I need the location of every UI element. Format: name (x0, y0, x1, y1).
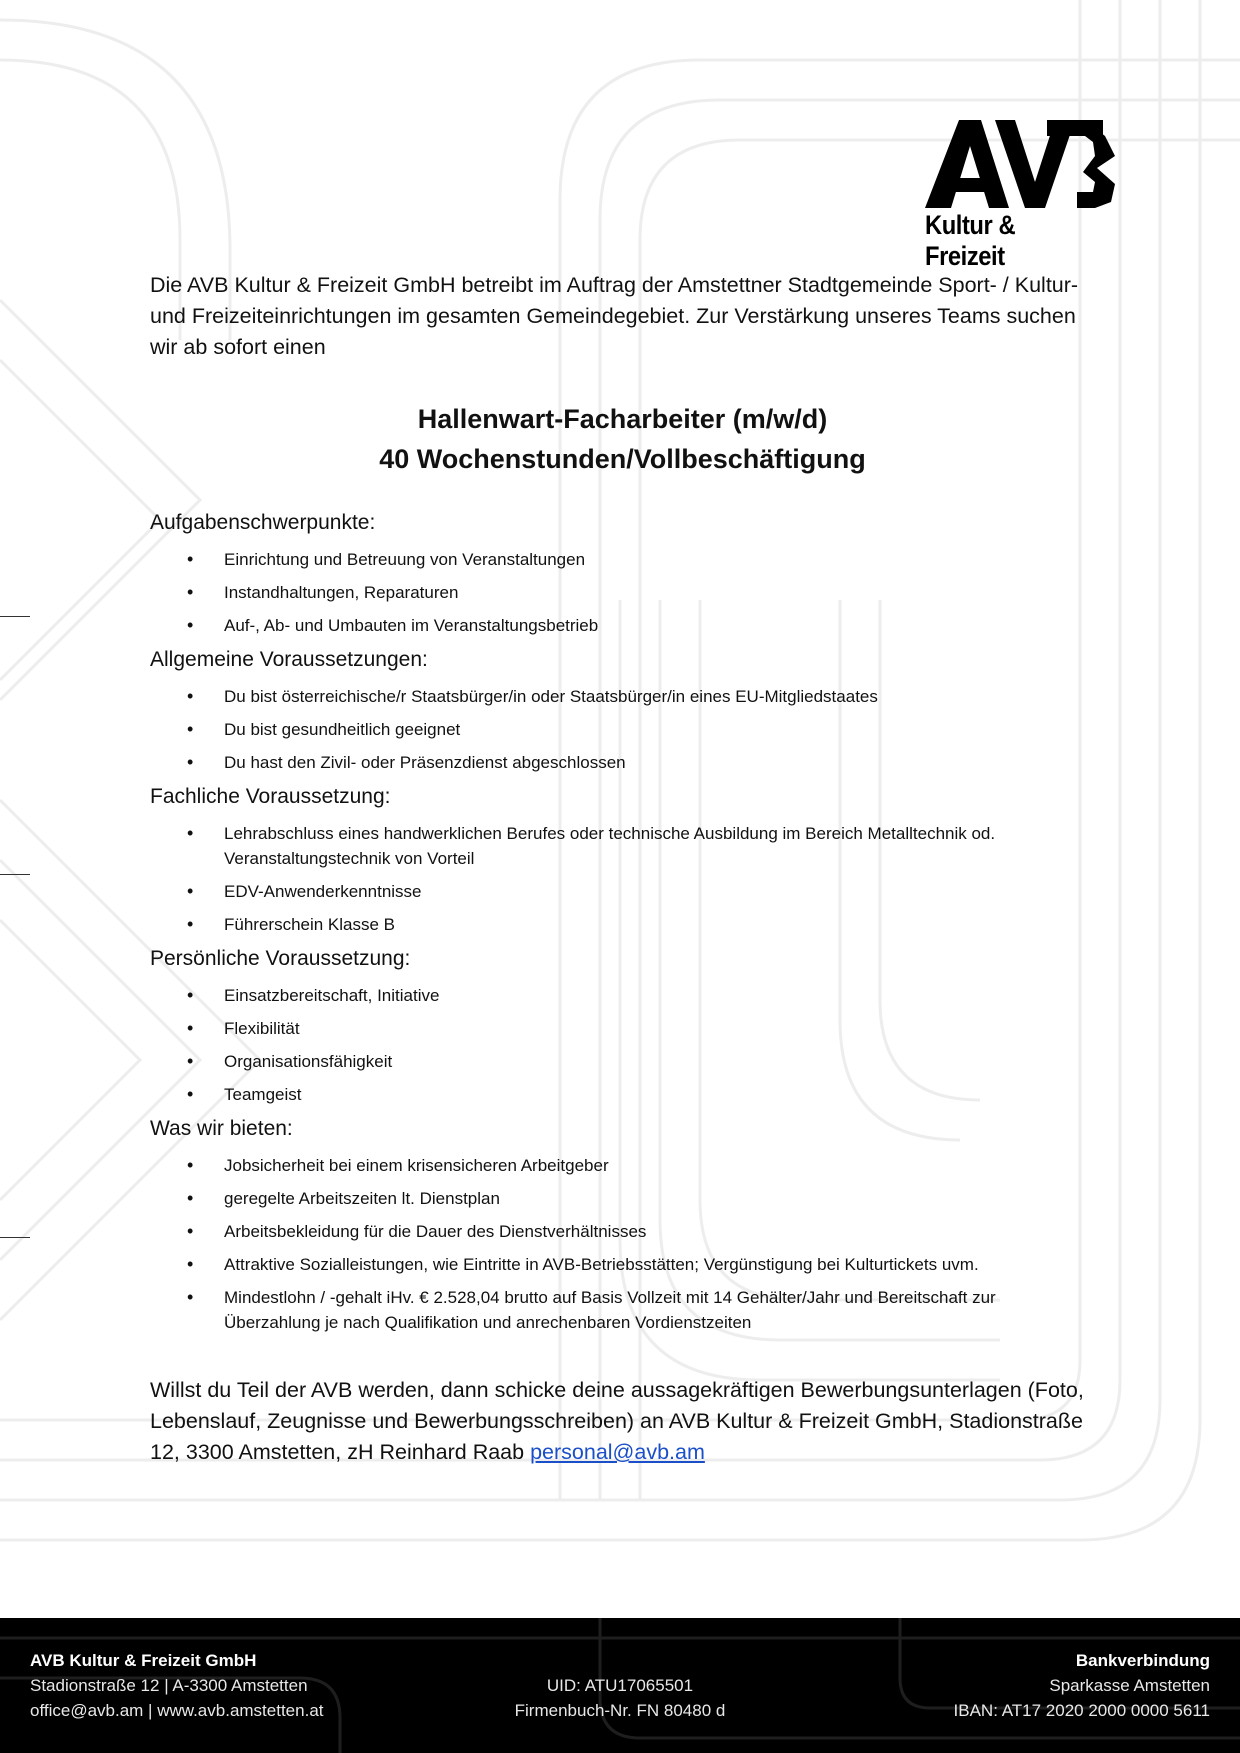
closing-text: Willst du Teil der AVB werden, dann schicke deine aussagekräftigen Bewerbungsunterlagen (Foto, Lebenslauf, Zeugnisse und Bewerbungsschreiben) an AVB Kultur & Freizeit GmbH, Stadionstraße 12, 3300 Amstetten, zH Reinhard Raab (150, 1378, 1084, 1464)
avb-logo (925, 120, 1120, 272)
fold-mark-1 (0, 616, 30, 617)
section-general-requirements (150, 646, 1095, 775)
list-item: • Auf-, Ab- und Umbauten im Veranstaltungsbetrieb (150, 613, 1095, 638)
footer-address: Stadionstraße 12 | A-3300 Amstetten (30, 1676, 308, 1695)
footer-bank-heading: Bankverbindung (1075, 1651, 1210, 1670)
list-item: • Führerschein Klasse B (150, 912, 1095, 937)
footer-bank (954, 1648, 1210, 1723)
section-professional-requirements (150, 783, 1095, 937)
letter-body (150, 270, 1095, 1468)
job-subtitle: 40 Wochenstunden/Vollbeschäftigung (379, 444, 866, 474)
footer-uid: UID: ATU17065501 (546, 1676, 694, 1695)
list-item: • Instandhaltungen, Reparaturen (150, 580, 1095, 605)
avb-logo-mark (925, 120, 1115, 208)
list-item: • Attraktive Sozialleistungen, wie Eintritte in AVB-Betriebsstätten; Vergünstigung bei Kulturtickets uvm. (150, 1252, 1095, 1277)
list-item: • Arbeitsbekleidung für die Dauer des Dienstverhältnisses (150, 1219, 1095, 1244)
section-heading: Aufgabenschwerpunkte: (150, 511, 376, 534)
section-tasks (150, 509, 1095, 638)
footer-firmenbuch: Firmenbuch-Nr. FN 80480 d (514, 1701, 726, 1720)
footer-company-name: AVB Kultur & Freizeit GmbH (30, 1651, 257, 1670)
fold-mark-2 (0, 874, 30, 875)
section-heading: Persönliche Voraussetzung: (150, 947, 411, 970)
list-item: • EDV-Anwenderkenntnisse (150, 879, 1095, 904)
list-item: • Einrichtung und Betreuung von Veranstaltungen (150, 547, 1095, 572)
section-heading: Allgemeine Voraussetzungen: (150, 648, 428, 671)
list-item: • Du bist österreichische/r Staatsbürger/in oder Staatsbürger/in eines EU-Mitgliedstaates (150, 684, 1095, 709)
list-item: • Einsatzbereitschaft, Initiative (150, 983, 1095, 1008)
list-item: • Du bist gesundheitlich geeignet (150, 717, 1095, 742)
list-item: • Teamgeist (150, 1082, 1095, 1107)
list-item: • Organisationsfähigkeit (150, 1049, 1095, 1074)
footer-iban: IBAN: AT17 2020 2000 0000 5611 (953, 1701, 1210, 1720)
fold-mark-3 (0, 1237, 30, 1238)
list-item: • Jobsicherheit bei einem krisensicheren Arbeitgeber (150, 1153, 1095, 1178)
section-heading: Was wir bieten: (150, 1117, 293, 1140)
footer-contact: office@avb.am | www.avb.amstetten.at (30, 1701, 324, 1720)
list-item: • Flexibilität (150, 1016, 1095, 1041)
list-item: • geregelte Arbeitszeiten lt. Dienstplan (150, 1186, 1095, 1211)
email-link[interactable]: personal@avb.am (530, 1440, 705, 1464)
list-item: • Mindestlohn / -gehalt iHv. € 2.528,04 brutto auf Basis Vollzeit mit 14 Gehälter/Jahr und Bereitschaft zur Überzahlung je nach Qualifikation und anrechenbaren Vordienstzeiten (150, 1285, 1095, 1335)
section-benefits (150, 1115, 1095, 1335)
intro-paragraph: Die AVB Kultur & Freizeit GmbH betreibt im Auftrag der Amstettner Stadtgemeinde Sport- / Kultur- und Freizeiteinrichtungen im gesamten Gemeindegebiet. Zur Verstärkung unseres Teams suchen wir ab sofort einen (150, 273, 1079, 359)
section-heading: Fachliche Voraussetzung: (150, 785, 391, 808)
list-item: • Lehrabschluss eines handwerklichen Berufes oder technische Ausbildung im Bereich Metalltechnik od. Veranstaltungstechnik von Vorteil (150, 821, 1095, 871)
closing-paragraph (150, 1375, 1095, 1468)
footer (0, 1618, 1240, 1753)
job-title-block (150, 399, 1095, 479)
logo-subtitle: Kultur & Freizeit (925, 210, 1016, 271)
section-personal-requirements (150, 945, 1095, 1107)
footer-bank-name: Sparkasse Amstetten (1049, 1676, 1210, 1695)
job-title: Hallenwart-Facharbeiter (m/w/d) (417, 404, 828, 434)
list-item: • Du hast den Zivil- oder Präsenzdienst abgeschlossen (150, 750, 1095, 775)
